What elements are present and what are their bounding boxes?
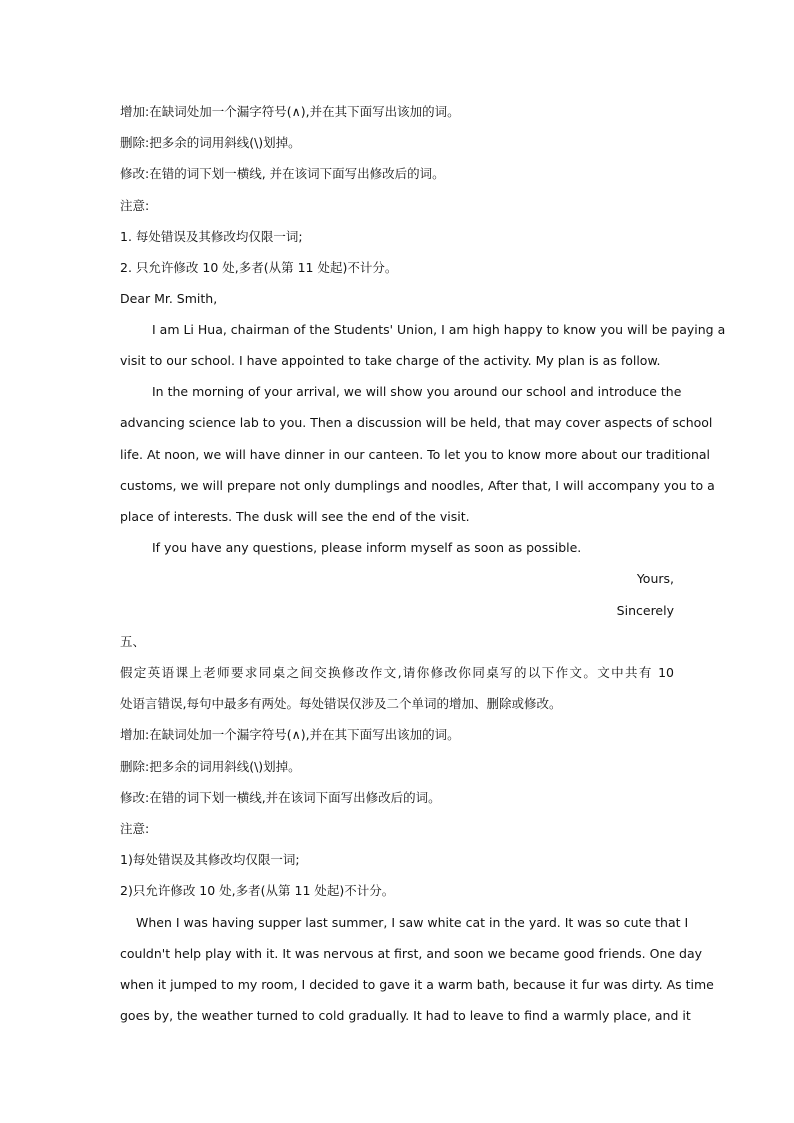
note-heading: 注意: bbox=[120, 198, 150, 213]
instruction-modify: 修改:在错的词下划一横线, 并在该词下面写出修改后的词。 bbox=[120, 166, 445, 181]
note-item-1: 1)每处错误及其修改均仅限一词; bbox=[120, 852, 300, 867]
note-heading: 注意: bbox=[120, 821, 150, 836]
essay-line: couldn't help play with it. It was nervous at first, and soon we became good friends. One day bbox=[120, 946, 703, 961]
instruction-modify: 修改:在错的词下划一横线,并在该词下面写出修改后的词。 bbox=[120, 790, 441, 805]
letter-line: customs, we will prepare not only dumplings and noodles, After that, I will accompany you to a bbox=[120, 478, 715, 493]
letter-line: I am Li Hua, chairman of the Students' Union, I am high happy to know you will be paying a bbox=[152, 322, 726, 337]
note-item-2: 2)只允许修改 10 处,多者(从第 11 处起)不计分。 bbox=[120, 883, 395, 898]
essay-line: when it jumped to my room, I decided to gave it a warm bath, because it fur was dirty. As time bbox=[120, 977, 714, 992]
letter-line: life. At noon, we will have dinner in our canteen. To let you to know more about our traditional bbox=[120, 447, 711, 462]
instruction-delete: 删除:把多余的词用斜线(\)划掉。 bbox=[120, 135, 301, 150]
note-item-1: 1. 每处错误及其修改均仅限一词; bbox=[120, 229, 303, 244]
letter-closing: Yours, bbox=[636, 571, 674, 586]
letter-line: visit to our school. I have appointed to take charge of the activity. My plan is as follow. bbox=[120, 353, 661, 368]
section-intro: 处语言错误,每句中最多有两处。每处错误仅涉及二个单词的增加、删除或修改。 bbox=[120, 696, 562, 711]
letter-line: If you have any questions, please inform myself as soon as possible. bbox=[152, 540, 582, 555]
section-intro: 假定英语课上老师要求同桌之间交换修改作文,请你修改你同桌写的以下作文。文中共有 10 bbox=[120, 665, 674, 680]
letter-signature: Sincerely bbox=[616, 603, 674, 618]
essay-line: When I was having supper last summer, I saw white cat in the yard. It was so cute that I bbox=[136, 915, 689, 930]
instruction-add: 增加:在缺词处加一个漏字符号(∧),并在其下面写出该加的词。 bbox=[120, 104, 460, 119]
section-heading: 五、 bbox=[120, 634, 146, 649]
essay-line: goes by, the weather turned to cold gradually. It had to leave to find a warmly place, and it bbox=[120, 1008, 691, 1023]
letter-line: place of interests. The dusk will see the end of the visit. bbox=[120, 509, 470, 524]
letter-line: In the morning of your arrival, we will show you around our school and introduce the bbox=[152, 384, 682, 399]
letter-line: advancing science lab to you. Then a discussion will be held, that may cover aspects of school bbox=[120, 415, 713, 430]
note-item-2: 2. 只允许修改 10 处,多者(从第 11 处起)不计分。 bbox=[120, 260, 398, 275]
instruction-add: 增加:在缺词处加一个漏字符号(∧),并在其下面写出该加的词。 bbox=[120, 727, 460, 742]
letter-greeting: Dear Mr. Smith, bbox=[120, 291, 218, 306]
instruction-delete: 删除:把多余的词用斜线(\)划掉。 bbox=[120, 759, 301, 774]
